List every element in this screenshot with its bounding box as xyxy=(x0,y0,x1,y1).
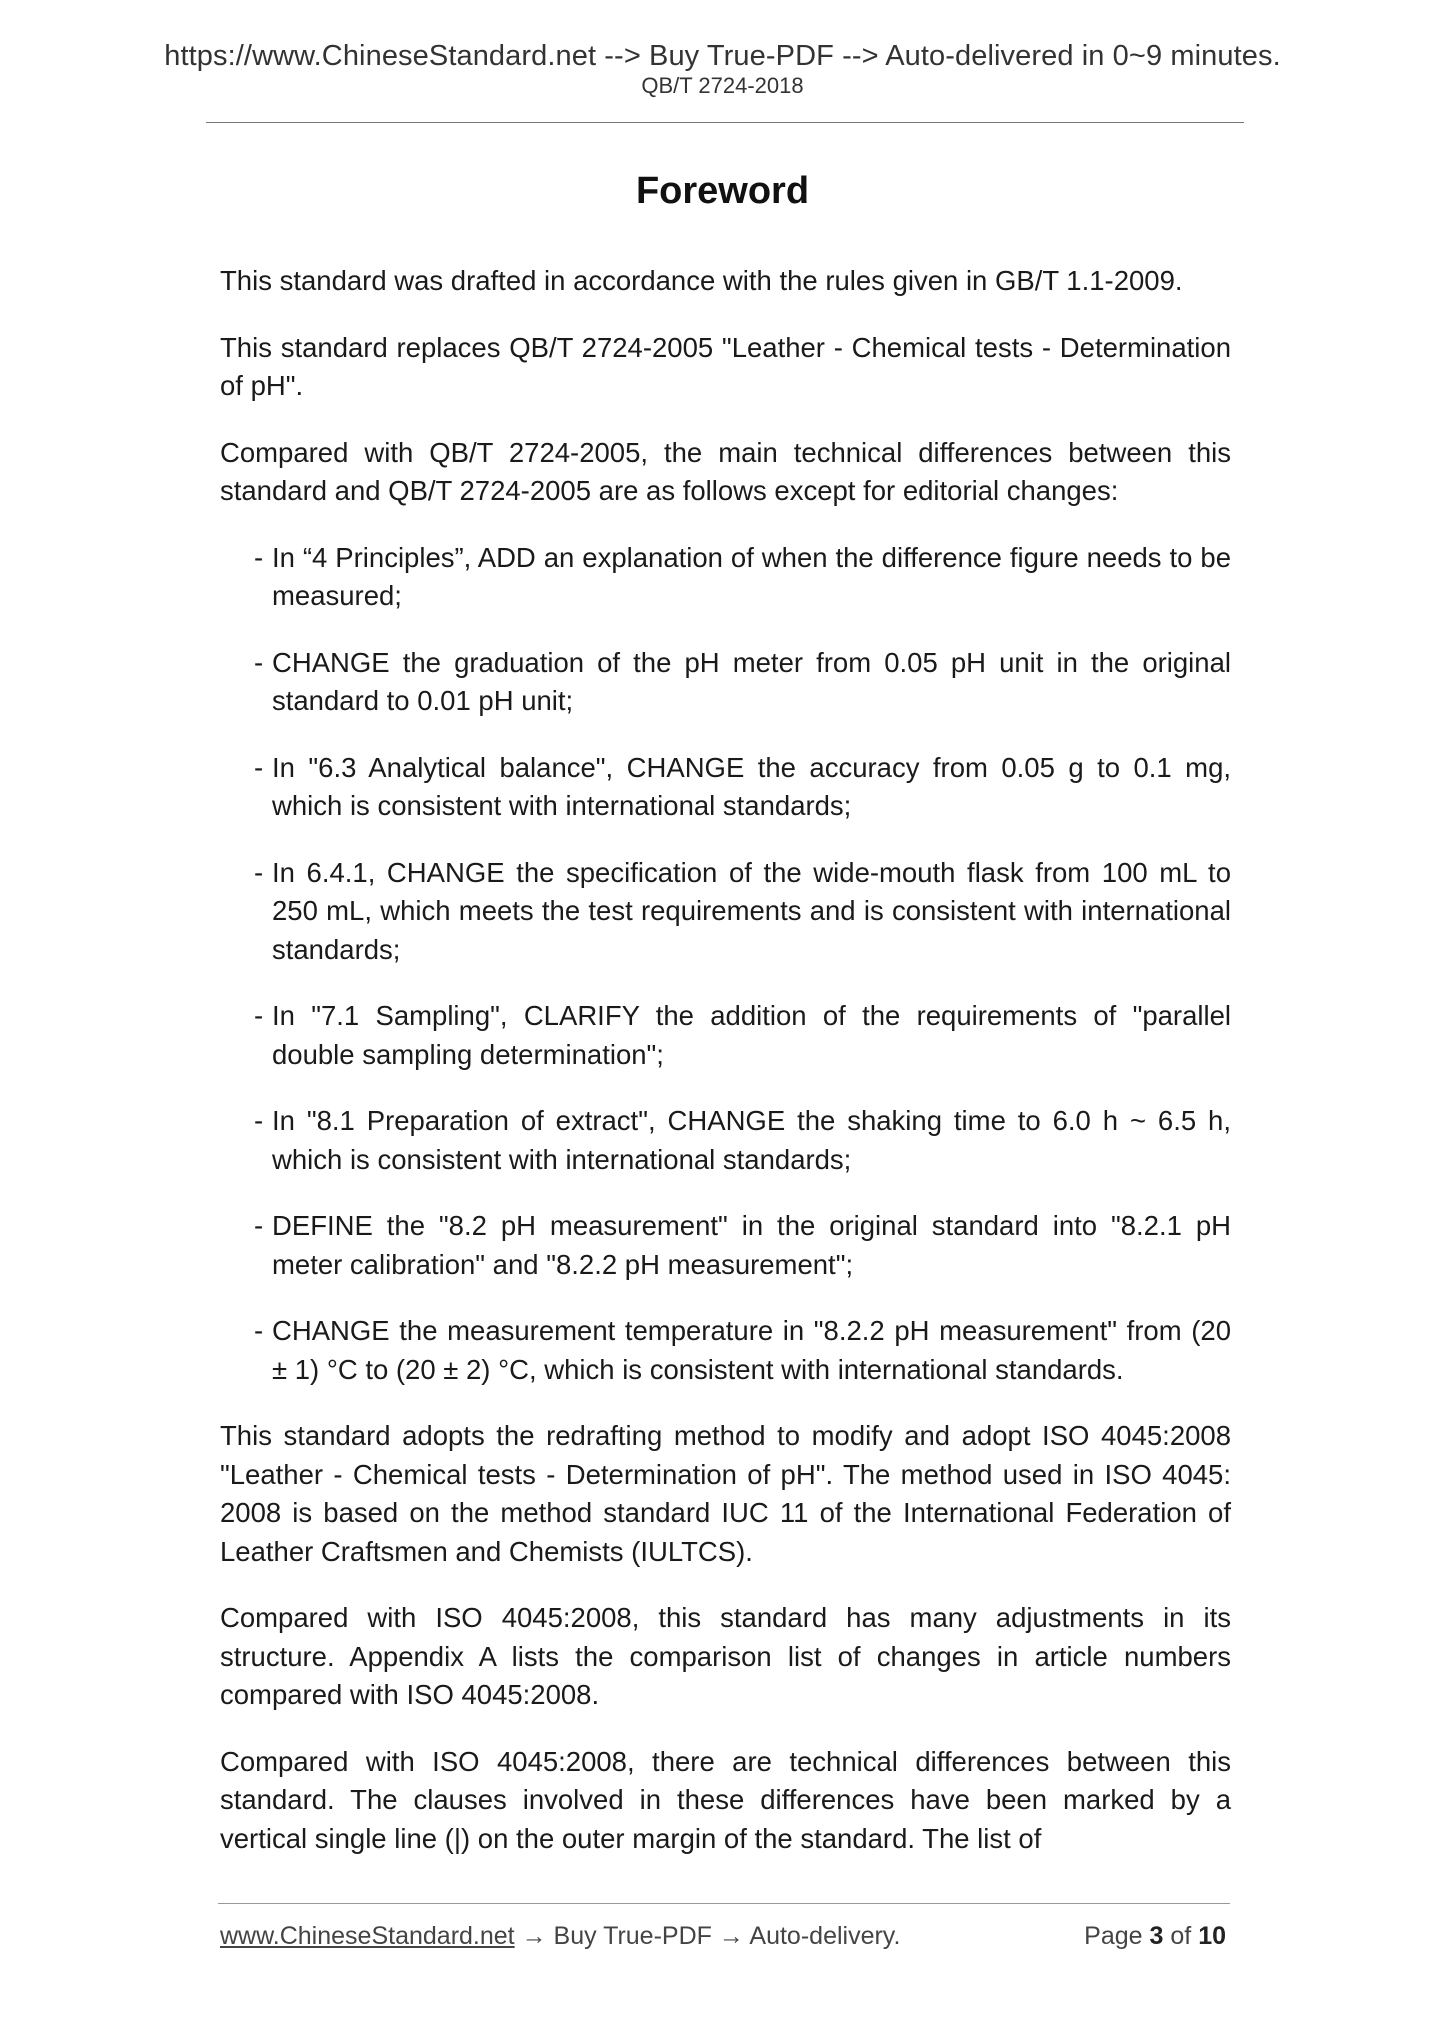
header-divider xyxy=(206,122,1244,123)
list-item-text: In "6.3 Analytical balance", CHANGE the accuracy from 0.05 g to 0.1 mg, which is consistent with international standards; xyxy=(272,751,1231,821)
page-footer xyxy=(220,1922,1226,1958)
list-item xyxy=(254,539,1231,616)
page-current: 3 xyxy=(1149,1922,1164,1950)
list-item-text: In "8.1 Preparation of extract", CHANGE the shaking time to 6.0 h ~ 6.5 h, which is consistent with international standards; xyxy=(272,1105,1231,1175)
page-title: Foreword xyxy=(635,170,810,212)
list-item xyxy=(254,997,1231,1074)
page-total: 10 xyxy=(1198,1922,1226,1950)
paragraph: This standard replaces QB/T 2724-2005 "Leather - Chemical tests - Determination of pH". xyxy=(220,331,1231,401)
list-item xyxy=(254,1207,1231,1284)
page-indicator xyxy=(1084,1922,1226,1951)
of-label: of xyxy=(1170,1922,1192,1950)
bullet-dash: - xyxy=(254,1000,264,1031)
website-link[interactable]: www.ChineseStandard.net xyxy=(220,1922,515,1950)
list-item-text: In "7.1 Sampling", CLARIFY the addition of the requirements of "parallel double sampling determination"; xyxy=(272,1000,1231,1070)
footer-divider xyxy=(218,1903,1230,1904)
list-item-text: DEFINE the "8.2 pH measurement" in the original standard into "8.2.1 pH meter calibration" and "8.2.2 pH measurement"; xyxy=(272,1210,1231,1280)
footer-tagline: → Buy True-PDF → Auto-delivery. xyxy=(521,1922,901,1950)
bullet-dash: - xyxy=(254,646,264,678)
page-label: Page xyxy=(1084,1922,1143,1950)
list-item xyxy=(254,749,1231,826)
bullet-dash: - xyxy=(254,856,264,888)
paragraph: Compared with ISO 4045:2008, this standard has many adjustments in its structure. Appendix A lists the comparison list of changes in article numbers compared with ISO 4045:2008. xyxy=(220,1602,1231,1710)
paragraph: Compared with QB/T 2724-2005, the main technical differences between this standard and QB/T 2724-2005 are as follows except for editorial changes: xyxy=(220,436,1231,506)
paragraph: This standard was drafted in accordance with the rules given in GB/T 1.1-2009. xyxy=(220,265,1183,296)
list-item-text: In “4 Principles”, ADD an explanation of when the difference figure needs to be measured; xyxy=(272,541,1231,611)
top-banner: https://www.ChineseStandard.net --> Buy True-PDF --> Auto-delivered in 0~9 minutes. xyxy=(164,40,1281,72)
bullet-dash: - xyxy=(254,1315,264,1346)
list-item-text: In 6.4.1, CHANGE the specification of the wide-mouth flask from 100 mL to 250 mL, which meets the test requirements and is consistent with international standards; xyxy=(272,856,1231,965)
list-item xyxy=(254,1102,1231,1179)
bullet-dash: - xyxy=(254,1105,264,1136)
list-item-text: CHANGE the measurement temperature in "8.2.2 pH measurement" from (20 ± 1) °C to (20 ± 2) °C, which is consistent with international standards. xyxy=(272,1315,1231,1385)
foreword-body xyxy=(220,262,1231,1886)
list-item xyxy=(254,644,1231,721)
list-item xyxy=(254,854,1231,970)
bullet-dash: - xyxy=(254,751,264,783)
bullet-dash: - xyxy=(254,1210,264,1241)
paragraph: Compared with ISO 4045:2008, there are technical differences between this standard. The clauses involved in these differences have been marked by a vertical single line (|) on the outer margin of the standard. The list of xyxy=(220,1745,1231,1854)
paragraph: This standard adopts the redrafting method to modify and adopt ISO 4045:2008 "Leather - Chemical tests - Determination of pH". The method used in ISO 4045: 2008 is based on the method standard IUC 11 of the International Federation of Leather Craftsmen and Chemists (IULTCS). xyxy=(220,1420,1231,1567)
bullet-dash: - xyxy=(254,541,264,573)
document-id: QB/T 2724-2018 xyxy=(641,73,804,98)
list-item-text: CHANGE the graduation of the pH meter from 0.05 pH unit in the original standard to 0.01 pH unit; xyxy=(272,646,1231,716)
list-item xyxy=(254,1312,1231,1389)
